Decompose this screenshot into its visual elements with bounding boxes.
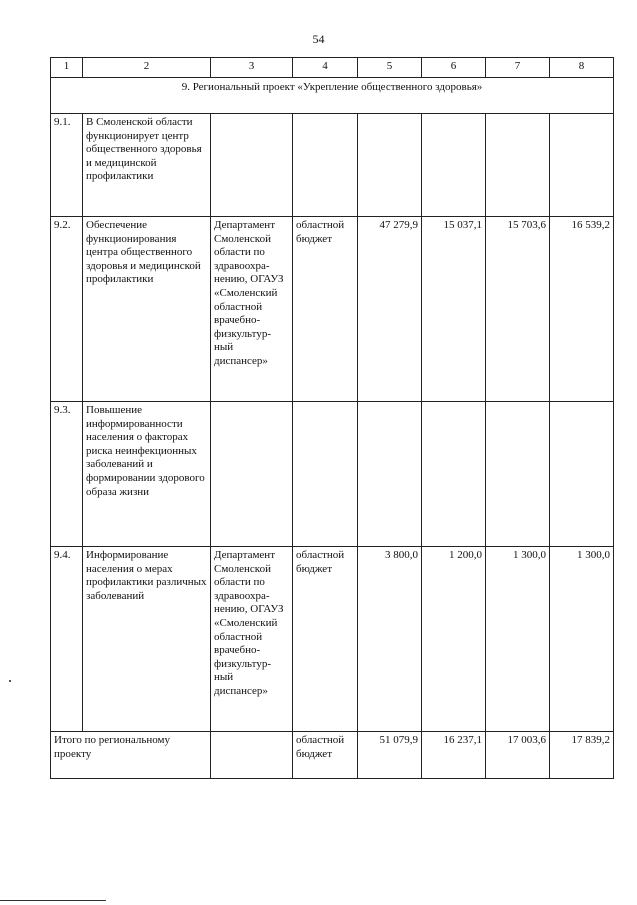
row-index: 9.1.	[51, 114, 83, 217]
section-title-row	[51, 78, 614, 114]
table-row	[51, 217, 614, 402]
table-row	[51, 402, 614, 547]
row-year-2: 15 703,6	[486, 217, 550, 402]
row-year-1	[422, 402, 486, 547]
row-executor: Департамент Смоленской области по здравоохра-нению, ОГАУЗ «Смоленский областной врачебно-физкультур-ный диспансер»	[211, 547, 293, 732]
column-header-8: 8	[550, 58, 614, 78]
row-description: Информирование населения о мерах профилактики различных заболеваний	[83, 547, 211, 732]
row-year-3: 1 300,0	[550, 547, 614, 732]
column-header-2: 2	[83, 58, 211, 78]
total-funding-source: областной бюджет	[293, 732, 358, 779]
column-number-row	[51, 58, 614, 78]
total-year-1: 16 237,1	[422, 732, 486, 779]
column-header-6: 6	[422, 58, 486, 78]
total-label: Итого по региональному проекту	[51, 732, 211, 779]
row-year-3: 16 539,2	[550, 217, 614, 402]
total-row	[51, 732, 614, 779]
total-sum: 51 079,9	[358, 732, 422, 779]
row-total: 47 279,9	[358, 217, 422, 402]
row-total: 3 800,0	[358, 547, 422, 732]
row-year-3	[550, 402, 614, 547]
row-year-1	[422, 114, 486, 217]
row-index: 9.3.	[51, 402, 83, 547]
row-funding-source: областной бюджет	[293, 217, 358, 402]
row-description: Обеспечение функционирования центра общественного здоровья и медицинской профилактики	[83, 217, 211, 402]
row-funding-source	[293, 402, 358, 547]
row-index: 9.4.	[51, 547, 83, 732]
row-executor: Департамент Смоленской области по здравоохра-нению, ОГАУЗ «Смоленский областной врачебно-физкультур-ный диспансер»	[211, 217, 293, 402]
row-year-2	[486, 402, 550, 547]
row-funding-source: областной бюджет	[293, 547, 358, 732]
row-year-1: 1 200,0	[422, 547, 486, 732]
column-header-7: 7	[486, 58, 550, 78]
row-index: 9.2.	[51, 217, 83, 402]
budget-table	[50, 57, 614, 779]
column-header-4: 4	[293, 58, 358, 78]
row-executor	[211, 114, 293, 217]
page-number: 54	[312, 32, 325, 46]
table-row	[51, 114, 614, 217]
total-executor	[211, 732, 293, 779]
footnote-divider	[0, 900, 106, 901]
row-total	[358, 402, 422, 547]
row-funding-source	[293, 114, 358, 217]
column-header-3: 3	[211, 58, 293, 78]
row-executor	[211, 402, 293, 547]
column-header-1: 1	[51, 58, 83, 78]
scan-dot	[9, 680, 11, 682]
total-year-3: 17 839,2	[550, 732, 614, 779]
table-row	[51, 547, 614, 732]
total-year-2: 17 003,6	[486, 732, 550, 779]
row-year-2	[486, 114, 550, 217]
row-total	[358, 114, 422, 217]
row-description: Повышение информированности населения о факторах риска неинфекционных заболеваний и формировании здорового образа жизни	[83, 402, 211, 547]
row-description: В Смоленской области функционирует центр общественного здоровья и медицинской профилактики	[83, 114, 211, 217]
row-year-2: 1 300,0	[486, 547, 550, 732]
column-header-5: 5	[358, 58, 422, 78]
row-year-1: 15 037,1	[422, 217, 486, 402]
row-year-3	[550, 114, 614, 217]
section-title: 9. Региональный проект «Укрепление общественного здоровья»	[51, 78, 614, 114]
